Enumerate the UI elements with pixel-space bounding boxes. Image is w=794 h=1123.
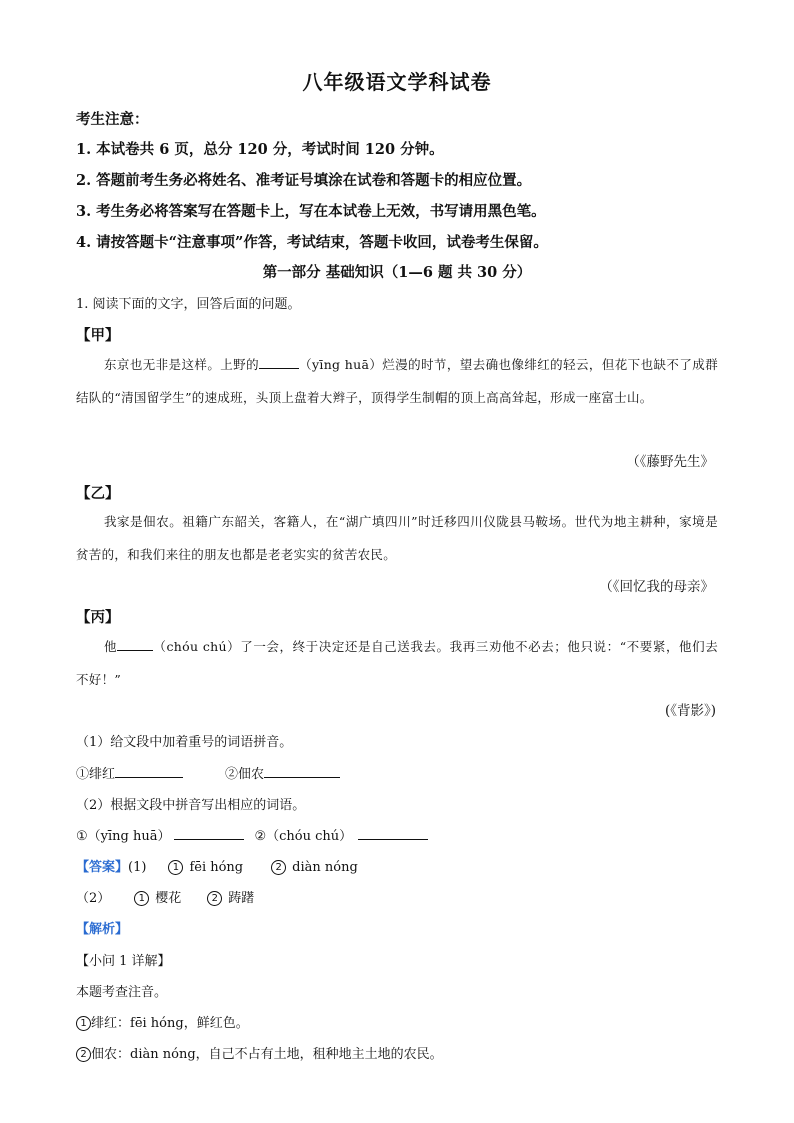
sub-question-2-blanks — [76, 825, 428, 844]
sub-question-1-blanks — [76, 763, 340, 782]
blank-yinghua[interactable] — [259, 354, 299, 369]
answer-blank-2b[interactable] — [358, 825, 428, 840]
notice-item-4: 4. 请按答题卡“注意事项”作答，考试结束，答题卡收回，试卷考生保留。 — [76, 234, 548, 251]
passage-bing-pinyin: （chóu chú） — [153, 639, 241, 654]
source-jia: （《藤野先生》 — [626, 454, 714, 470]
source-yi: （《回忆我的母亲》 — [599, 579, 714, 595]
answer-1a: fēi hóng — [189, 860, 244, 875]
page-title: 八年级语文学科试卷 — [302, 70, 492, 94]
blank-chouchu[interactable] — [117, 636, 153, 651]
passage-yi: 我家是佃农。祖籍广东韶关，客籍人，在“湖广填四川”时迁移四川仪陇县马鞍场。世代为地主耕种，家境是贫苦的，和我们来往的朋友也都是老老实实的贫苦农民。 — [76, 514, 718, 562]
passage-label-yi: 【乙】 — [76, 485, 120, 502]
passage-bing-after: 了一会，终于决定还是自己送我去。我再三劝他不必去；他只说：“不要紧，他们去不好！” — [76, 639, 718, 687]
answer-2a: 樱花 — [155, 891, 182, 906]
analysis-item-1 — [76, 1012, 249, 1031]
answer-row1-prefix: (1) — [128, 860, 147, 875]
circled-number-1: 1 — [76, 1016, 91, 1031]
passage-bing-before: 他 — [104, 639, 118, 654]
source-bing: (《背影》) — [664, 703, 716, 719]
notice-item-2: 2. 答题前考生务必将姓名、准考证号填涂在试卷和答题卡的相应位置。 — [76, 172, 532, 189]
notice-item-3: 3. 考生务必将答案写在答题卡上，写在本试卷上无效，书写请用黑色笔。 — [76, 203, 546, 220]
circled-number-1: 1 — [134, 891, 149, 906]
analysis-intro: 本题考查注音。 — [76, 985, 168, 1000]
analysis-item-1-text: fēi hóng，鲜红色。 — [130, 1016, 249, 1031]
answer-row2-prefix: （2） — [76, 891, 111, 906]
notice-heading: 考生注意： — [76, 111, 149, 128]
question-stem: 1. 阅读下面的文字，回答后面的问题。 — [76, 297, 301, 312]
sub2-item-a: ①（yīng huā） — [76, 829, 171, 844]
analysis-item-1-word: 绯红： — [91, 1016, 131, 1031]
answer-row-2 — [76, 887, 254, 906]
answer-blank-2a[interactable] — [174, 825, 244, 840]
analysis-label: 【解析】 — [76, 922, 129, 937]
answer-1b: diàn nóng — [292, 860, 358, 875]
section-title: 第一部分 基础知识（1—6 题 共 30 分） — [262, 264, 532, 281]
analysis-item-2-word: 佃农： — [91, 1047, 131, 1062]
sub1-item-a: ①绯红 — [76, 767, 116, 782]
answer-2b: 踌躇 — [228, 891, 255, 906]
passage-label-bing: 【丙】 — [76, 609, 120, 626]
circled-number-2: 2 — [76, 1047, 91, 1062]
sub-question-2: （2）根据文段中拼音写出相应的词语。 — [76, 798, 306, 813]
sub1-item-b: ②佃农 — [225, 767, 265, 782]
analysis-sub-label: 【小问 1 详解】 — [76, 954, 171, 969]
answer-label: 【答案】 — [76, 860, 129, 875]
passage-jia-before: 东京也无非是这样。上野的 — [104, 357, 260, 372]
circled-number-2: 2 — [207, 891, 222, 906]
passage-jia — [76, 348, 718, 414]
sub2-item-b: ②（chóu chú） — [254, 829, 353, 844]
analysis-item-2-text: diàn nóng，自己不占有土地，租种地主土地的农民。 — [130, 1047, 443, 1062]
passage-bing — [76, 630, 718, 696]
passage-jia-pinyin: （yīng huā） — [299, 357, 383, 372]
answer-blank-1a[interactable] — [115, 763, 183, 778]
passage-label-jia: 【甲】 — [76, 327, 120, 344]
passage-jia-after: 烂漫的时节，望去确也像绯红的轻云，但花下也缺不了成群结队的“清国留学生”的速成班，头顶上盘着大辫子，顶得学生制帽的顶上高高耸起，形成一座富士山。 — [76, 357, 718, 405]
circled-number-2: 2 — [271, 860, 286, 875]
answer-row-1 — [76, 856, 358, 875]
answer-blank-1b[interactable] — [264, 763, 340, 778]
sub-question-1: （1）给文段中加着重号的词语拼音。 — [76, 735, 293, 750]
notice-item-1: 1. 本试卷共 6 页，总分 120 分，考试时间 120 分钟。 — [76, 141, 444, 158]
analysis-item-2 — [76, 1043, 443, 1062]
circled-number-1: 1 — [168, 860, 183, 875]
